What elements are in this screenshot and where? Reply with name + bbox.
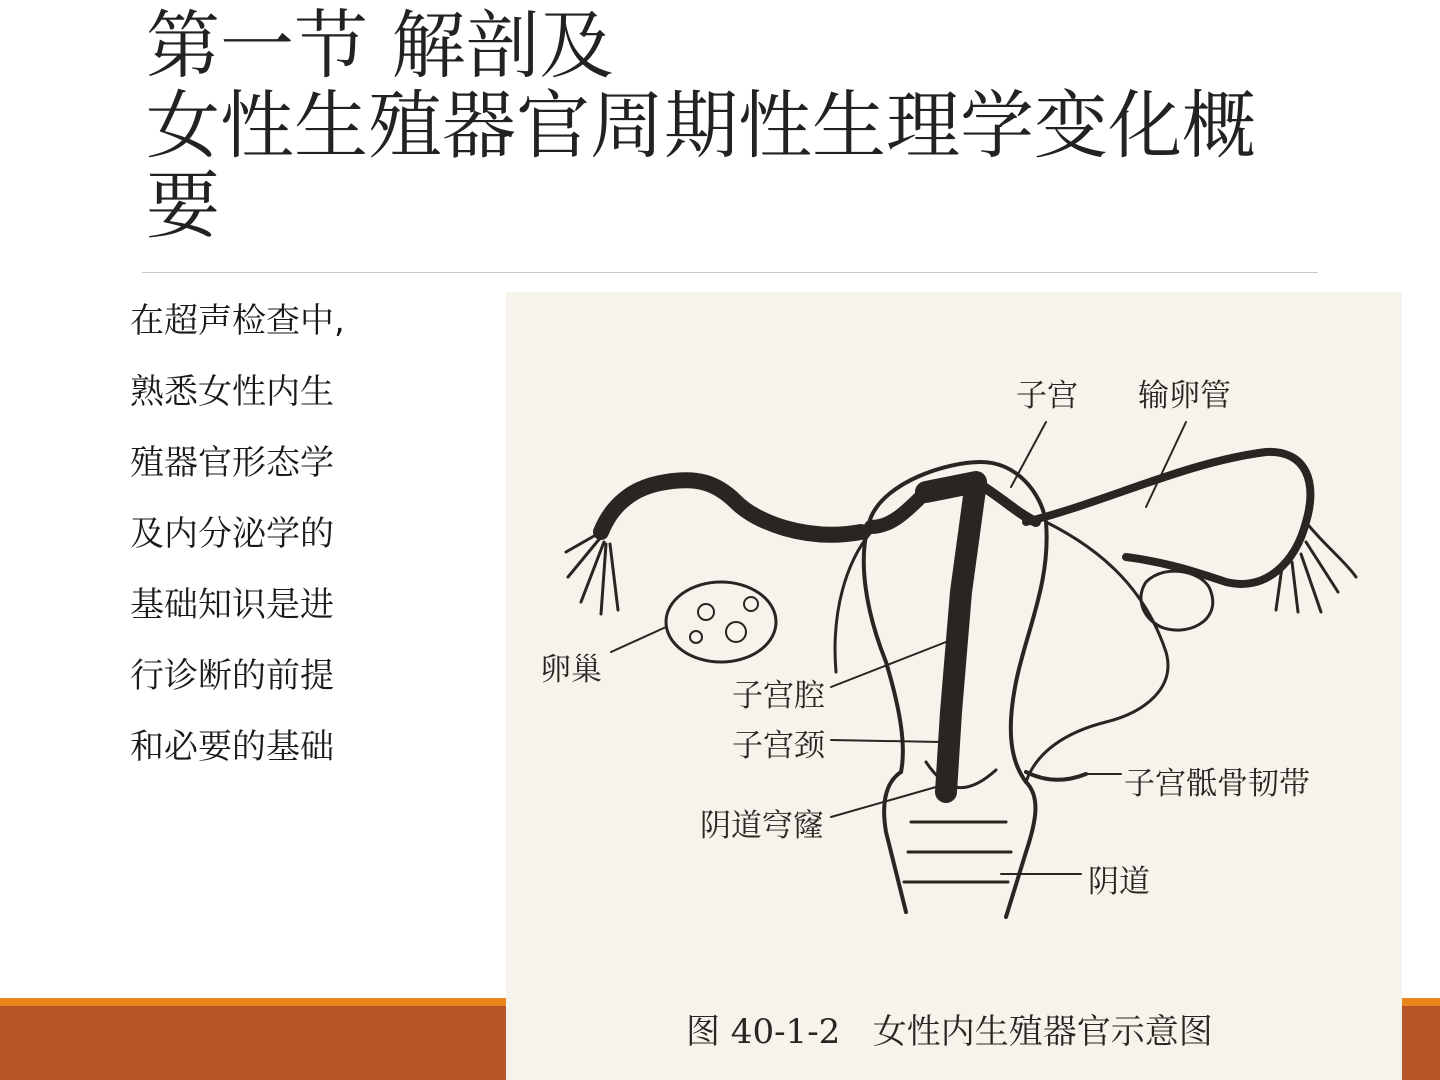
leader-fallopian-tube	[1146, 422, 1186, 507]
title-line-3: 要	[146, 163, 220, 249]
figure-caption: 图 40-1-2 女性内生殖器官示意图	[686, 1012, 1213, 1052]
label-ovary: 卵巢	[540, 652, 602, 688]
label-vagina: 阴道	[1088, 864, 1150, 900]
label-fallopian-tube: 输卵管	[1138, 378, 1231, 414]
leader-uterine-cavity	[831, 642, 946, 687]
anatomy-illustration	[506, 292, 1402, 1080]
body-line: 殖器官形态学	[130, 443, 334, 483]
body-line: 行诊断的前提	[130, 656, 334, 696]
label-vaginal-fornix: 阴道穹窿	[700, 808, 824, 844]
body-line: 在超声检查中,	[130, 301, 345, 341]
slide-title	[146, 3, 1296, 249]
anatomy-diagram	[506, 292, 1402, 1080]
cervix	[884, 772, 906, 912]
title-line-2: 女性生殖器官周期性生理学变化概	[146, 83, 1256, 169]
label-uterine-cavity: 子宫腔	[732, 678, 825, 714]
left-fimbriae	[566, 532, 618, 614]
footer-accent-bar-left	[0, 998, 506, 1080]
body-line: 及内分泌学的	[130, 514, 334, 554]
leader-ovary	[611, 627, 666, 652]
body-line: 和必要的基础	[130, 727, 334, 767]
left-fallopian-tube	[601, 480, 861, 534]
leader-uterus	[1011, 422, 1046, 487]
left-ovary	[666, 582, 776, 662]
body-line: 基础知识是进	[130, 585, 334, 625]
title-line-1: 第一节 解剖及	[146, 3, 614, 89]
label-cervix: 子宫颈	[732, 728, 825, 764]
footer-accent-bar-right	[1402, 998, 1440, 1080]
vagina	[904, 822, 1011, 882]
leader-cervix	[831, 740, 941, 742]
title-divider	[142, 272, 1318, 273]
right-fallopian-tube	[1026, 452, 1310, 584]
label-sacrouterine-ligament: 子宫骶骨韧带	[1124, 766, 1310, 802]
body-line: 熟悉女性内生	[130, 372, 334, 412]
label-uterus: 子宫	[1016, 378, 1078, 414]
uterine-cavity	[926, 482, 976, 792]
body-text	[130, 292, 410, 789]
right-ovary	[1141, 571, 1213, 630]
